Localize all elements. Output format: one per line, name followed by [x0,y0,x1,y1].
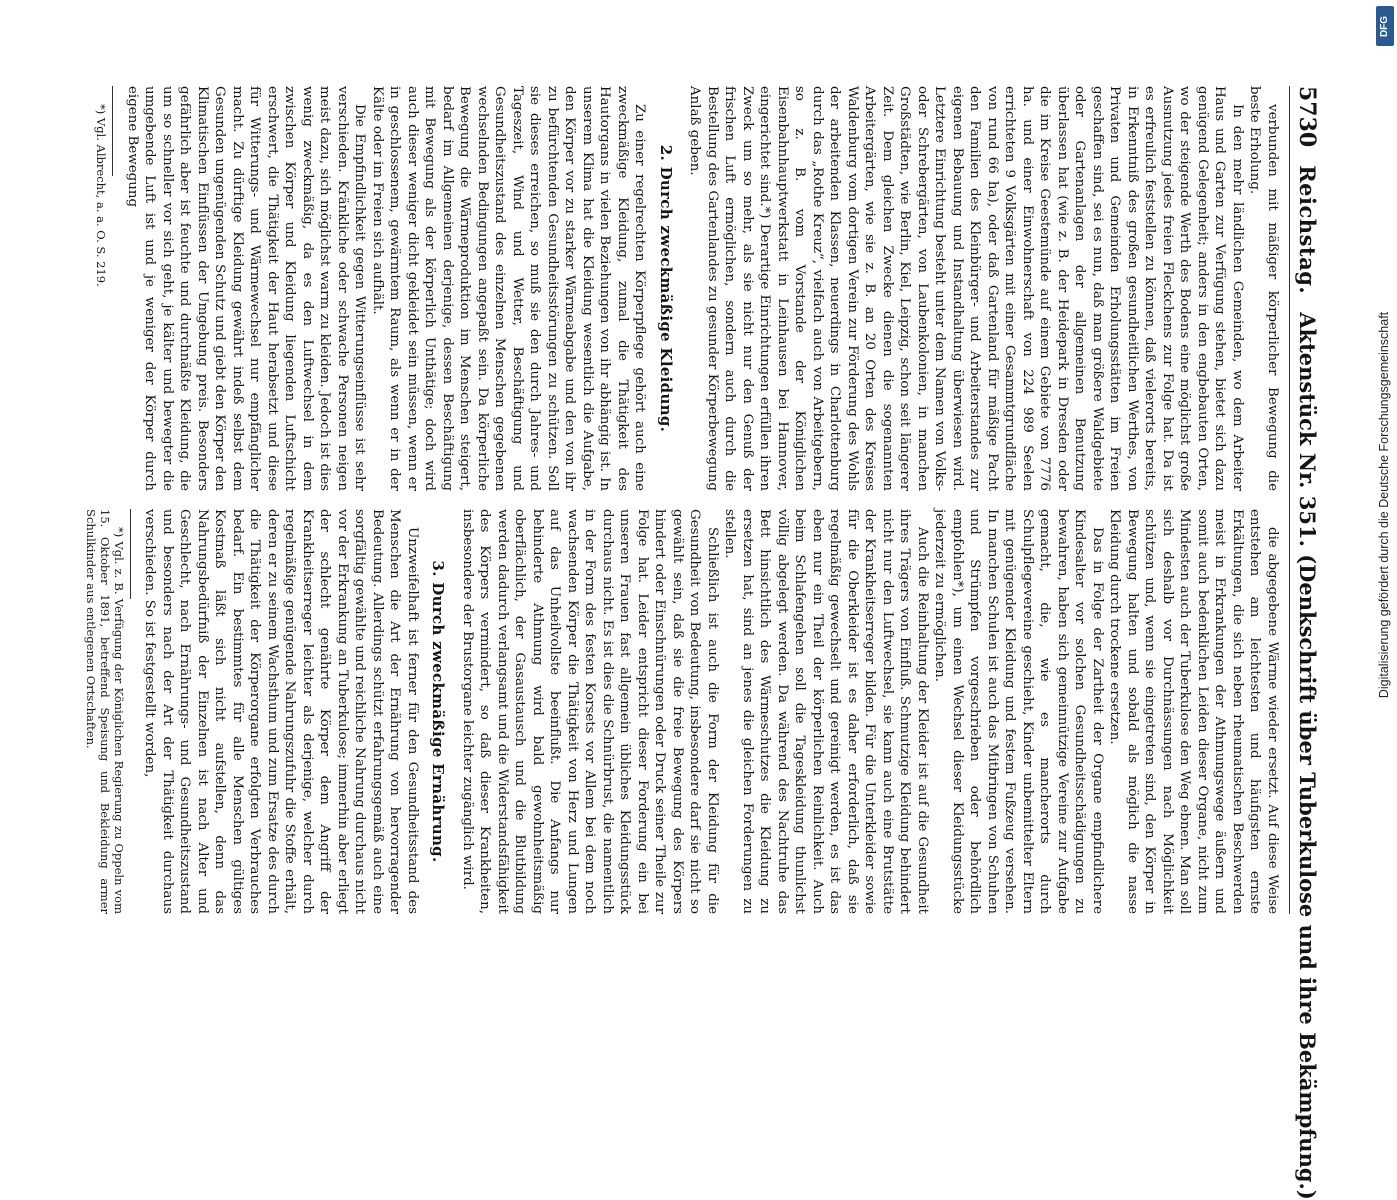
section-heading-clothing: 2. Durch zweckmäßige Kleidung. [657,144,675,433]
parliament-label: Reichstag. [1295,165,1320,295]
document-title: Aktenstück Nr. 351. (Denkschrift über Tuberkulose und ihre Bekämpfung.) [1295,312,1320,1200]
paragraph: Zu einer regelrechten Körperpflege gehört auch eine zweckmäßige Kleidung, zumal die Thätigkeit des Hautorgans in vielen Beziehungen von ihr abhängig ist. In unserem Klima hat die Kleidung wesentlich die Aufgabe, den Körper vor zu starker Wärmeabgabe und den von ihr zu befürchtenden Gesundheitsstörungen zu schützen. Soll sie dieses erreichen, so muß sie den durch Jahres- und Tageszeit, Wind und Wetter, Beschäftigung und Gesundheitszustand des einzelnen Menschen gegebenen wechselnden Bedingungen angepaßt sein. Da körperliche Bewegung die Wärmeproduktion im Menschen steigert, bedarf im Allgemeinen derjenige, dessen Beschäftigung mit Bewegung als der körperlich Unthätige; doch wird auch dieser weniger dicht gekleidet sein müssen, wenn er in geschlossenem, gewärmtem Raum, als wenn er in der Kälte oder im Freien sich aufhält. [370,86,648,491]
paragraph: Das in Folge der Zartheit der Organe empfindlichere Kindesalter vor solchen Gesundheitsschädigungen zu bewahren, haben sich gemeinnützige Vereine zur Aufgabe gemacht, die, wie es mancherorts durch Schulpflegevereine geschieht, Kinder unbemittelter Eltern mit genügender Kleidung und festem Fußzeug versehen. In manchen Schulen ist auch das Mitbringen von Schuhen und Strümpfen vorgeschrieben oder behördlich empfohlen*), um einen Wechsel dieser Kleidungsstücke jederzeit zu ermöglichen. [932,509,1105,914]
paragraph: die abgegebene Wärme wieder ersetzt. Auf diese Weise entstehen am leichtesten und häufigsten ernste Erkältungen, die sich neben rheumatischen Beschwerden meist in Erkrankungen der Athmungswege äußern und somit auch bedenklichen Leiden dieser Organe, nicht zum Mindesten auch der Tuberkulose den Weg ebnen. Man soll sich deshalb vor Durchnässungen nach Möglichkeit schützen und, wenn sie eingetreten sind, den Körper in Bewegung halten und sobald als möglich die nasse Kleidung durch trockene ersetzen. [1107,509,1280,914]
paragraph: Unzweifelhaft ist ferner für den Gesundheitsstand des Menschen die Art der Ernährung von hervorragender Bedeutung. Allerdings schützt erfahrungsgemäß auch eine sorgfältig gewählte und reichliche Nahrung durchaus nicht vor der Erkrankung an Tuberkulose; immerhin aber erliegt der schlecht genährte Körper dem Angriff der Krankheitserreger leichter als derjenige, welcher durch regelmäßige genügende Nahrungszufuhr die Stoffe erhält, deren er zu seinem Wachsthum und zum Ersatze des durch die Thätigkeit der Körperorgane erfolgten Verbrauches bedarf. Ein bestimmtes für alle Menschen gültiges Kostmaß läßt sich nicht aufstellen, denn das Nahrungsbedürfniß der Einzelnen ist nach Alter und Geschlecht, nach Ernährungs- und Gesundheitszustand und besonders nach der Art der Thätigkeit durchaus verschieden. So ist festgestellt worden, [142,509,420,914]
paragraph: Schließlich ist auch die Form der Kleidung für die Gesundheit von Bedeutung, insbesondere darf sie nicht so gewählt sein, daß sie die freie Bewegung des Körpers hindert oder Einschnürungen oder Druck seiner Theile zur Folge hat. Leider entspricht dieser Forderung ein bei unseren Frauen fast allgemein übliches Kleidungsstück durchaus nicht. Es ist dies die Schnürbrust, die namentlich in der Form des festen Korsets vor Allem bei dem noch wachsenden Körper die Thätigkeit von Herz und Lungen auf das Unheilvollste beeinflußt. Die Anfangs nur behinderte Athmung wird bald gewohnheitsmäßig oberflächlich, der Gasaustausch und die Blutbildung werden dadurch verlangsamt und die Widerstandsfähigkeit des Körpers vermindert, so daß dieser Krankheiten, insbesondere der Brustorgane leichter zugänglich wird. [460,509,720,914]
footnote-divider [130,509,131,599]
digitization-strip [1371,0,1397,1000]
paragraph: In den mehr ländlichen Gemeinden, wo dem Arbeiter Haus und Garten zur Verfügung stehen, bietet sich dazu genügend Gelegenheit; anders in den engbebauten Orten, wo der steigende Werth des Bodens eine möglichst große Ausnutzung jedes freien Fleckchens zur Folge hat. Da ist es erfreulich feststellen zu können, daß vielerorts bereits, in Erkenntniß des großen gesundheitlichen Werthes, von Privaten und Gemeinden Erholungsstätten im Freien geschaffen sind, sei es nun, daß man größere Waldgebiete oder Gartenanlagen der allgemeinen Benutzung überlassen hat (wie z. B. der Heidepark in Dresden oder die im Kreise Geestemünde auf einem Gebiete von 7776 ha. und einer Einwohnerschaft von 224 989 Seelen errichteten 9 Volksgärten mit einer Gesammtgrundfläche von rund 66 ha), oder daß Gartenland für mäßige Pacht den Familien des Kleinbürger- und Arbeiterstandes zur eigenen Bebauung und Instandhaltung überwiesen wird. Letztere Einrichtung besteht unter dem Namen von Volks- oder Schrebergärten, von Laubenkolonien, in manchen Großstädten, wie Berlin, Kiel, Leipzig, schon seit längerer Zeit. Dem gleichen Zwecke dienen die sogenannten Arbeitergärten, wie sie z. B. an 20 Orten des Kreises Waldenburg vom dortigen Verein zur Förderung des Wohls der arbeitenden Klassen, neuerdings in Charlottenburg durch das „Rothe Kreuz“, vielfach auch von Arbeitgebern, so z. B. vom Vorstande der Königlichen Eisenbahnhauptwerkstatt in Leinhausen bei Hannover, eingerichtet sind.*) Derartige Einrichtungen erfüllen ihren Zweck um so mehr, als sie nicht nur den Genuß der frischen Luft ermöglichen, sondern auch durch die Bestellung des Gartenlandes zu gesunder Körperbewegung Anlaß geben. [687,86,1245,491]
page-header [1289,86,1320,1200]
section-heading-nutrition: 3. Durch zweckmäßige Ernährung. [429,560,448,863]
page-number: 5730 [1294,86,1320,148]
paragraph: verbunden mit mäßiger körperlicher Bewegung die beste Erholung. [1247,86,1280,491]
footnote: *) Vgl. z. B. Verfügung der Königlichen Regierung zu Oppeln vom 15. Oktober 1891, betreffend Speisung und Bekleidung armer Schulkinder aus entlegenen Ortschaften. [84,509,126,914]
dfg-logo-text: DFG [1379,15,1391,37]
left-column [94,86,1281,491]
text-columns [84,86,1281,914]
paragraph: Auch die Reinhaltung der Kleider ist auf die Gesundheit ihres Trägers von Einfluß. Schmutzige Kleidung behindert nicht nur den Luftwechsel, sie kann auch eine Brutstätte der Krankheitserreger bilden. Für die Unterkleider sowie für die Oberkleider ist es daher erforderlich, daß sie regelmäßig gewechselt und gereinigt werden, es ist das eben nur ein Theil der körperlichen Reinlichkeit. Auch beim Schlafengehen soll die Tageskleidung thunlichst völlig abgelegt werden. Da während des Nachtruhe das Bett hinsichtlich des Wärmeschutzes die Kleidung zu ersetzen hat, sind an jenes die gleichen Forderungen zu stellen. [722,509,930,914]
footnote-divider [113,86,114,176]
scanned-page [48,50,1348,1200]
digitization-notice: Digitalisierung gefördert durch die Deutsche Forschungsgemeinschaft [1377,311,1391,699]
footnote: *) Vgl. Albrecht, a. a. O. S. 219. [94,104,109,287]
right-column [84,509,1281,914]
paragraph: Die Empfindlichkeit gegen Witterungseinflüsse ist sehr verschieden. Kränkliche oder schwache Personen neigen meist dazu, sich möglichst warm zu kleiden. Jedoch ist dies wenig zweckmäßig, da es den Luftwechsel in dem zwischen Körper und Kleidung liegenden Luftschicht erschwert, die Thätigkeit der Haut herabsetzt und diese für Witterungs- und Wärmewechsel nur empfänglicher macht. Zu dürftige Kleidung gewährt indeß selbst dem Gesunden ungenügenden Schutz und giebt den Körper den Klimatischen Einflüssen der Umgebung preis. Besonders gefährlich aber ist feuchte und durchnäßte Kleidung, die um so schneller vor sich geht, je kälter und bewegter die umgebende Luft ist und je weniger der Körper durch eigene Bewegung [125,86,368,491]
dfg-logo-icon [1376,6,1394,46]
